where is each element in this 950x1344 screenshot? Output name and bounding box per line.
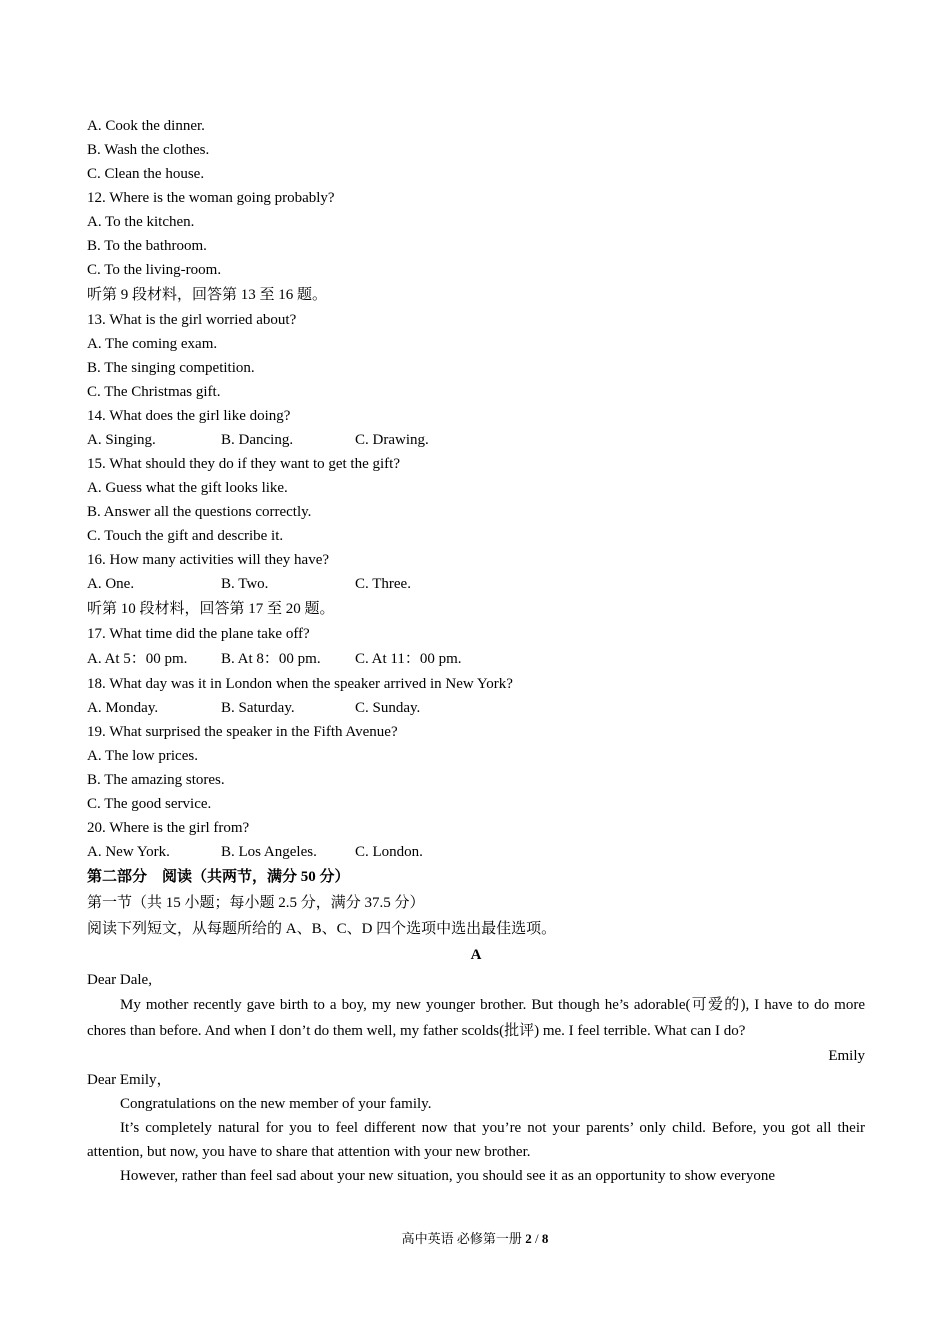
option-line: A. Guess what the gift looks like.	[87, 480, 288, 496]
option-line: C. Touch the gift and describe it.	[87, 528, 284, 544]
option-a: A. One.	[87, 576, 135, 592]
question-19: 19. What surprised the speaker in the Fifth Avenue?	[87, 724, 398, 740]
options-row	[87, 572, 865, 596]
reading-instruction: 阅读下列短文，从每题所给的 A、B、C、D 四个选项中选出最佳选项。	[87, 921, 557, 937]
passage-label: A	[470, 947, 482, 963]
option-c: C. Three.	[355, 576, 411, 592]
options-row	[87, 428, 865, 452]
option-c: C. Sunday.	[355, 700, 421, 716]
option-line: B. The singing competition.	[87, 360, 255, 376]
option-c: C. London.	[355, 844, 423, 860]
option-line: C. The Christmas gift.	[87, 384, 221, 400]
question-15: 15. What should they do if they want to get the gift?	[87, 456, 400, 472]
section1-heading: 第一节（共 15 小题；每小题 2.5 分，满分 37.5 分）	[87, 895, 425, 911]
question-20: 20. Where is the girl from?	[87, 820, 250, 836]
letter2-greeting: Dear Emily，	[87, 1072, 172, 1088]
option-b: B. Los Angeles.	[221, 844, 317, 860]
options-row	[87, 696, 865, 720]
option-line: B. Wash the clothes.	[87, 142, 210, 158]
option-line: C. Clean the house.	[87, 166, 205, 182]
options-row	[87, 840, 865, 864]
option-line: C. To the living-room.	[87, 262, 222, 278]
option-line: A. The coming exam.	[87, 336, 218, 352]
footer-total-pages: 8	[541, 1231, 549, 1246]
option-c: C. At 11：00 pm.	[355, 651, 462, 667]
letter2-paragraph-2: It’s completely natural for you to feel different now that you’re not your parents’ only child. Before, you got all their attention, but now, you have to share that attention with your new brother.	[87, 1120, 865, 1160]
footer-page-number: 2	[525, 1231, 532, 1246]
question-12: 12. Where is the woman going probably?	[87, 190, 335, 206]
option-a: A. Monday.	[87, 700, 159, 716]
question-17: 17. What time did the plane take off?	[87, 626, 310, 642]
document-page	[87, 114, 865, 1188]
option-a: A. New York.	[87, 844, 170, 860]
option-line: A. The low prices.	[87, 748, 198, 764]
letter1-greeting: Dear Dale,	[87, 972, 152, 988]
option-line: A. Cook the dinner.	[87, 118, 205, 134]
question-14: 14. What does the girl like doing?	[87, 408, 291, 424]
option-c: C. Drawing.	[355, 432, 429, 448]
question-16: 16. How many activities will they have?	[87, 552, 330, 568]
footer-separator: /	[531, 1231, 542, 1246]
option-line: C. The good service.	[87, 796, 212, 812]
option-line: B. To the bathroom.	[87, 238, 207, 254]
footer-text: 高中英语 必修第一册	[401, 1231, 526, 1246]
option-line: A. To the kitchen.	[87, 214, 195, 230]
option-line: B. The amazing stores.	[87, 772, 225, 788]
option-b: B. At 8：00 pm.	[221, 651, 321, 667]
section-10-instruction: 听第 10 段材料，回答第 17 至 20 题。	[87, 601, 335, 617]
option-b: B. Dancing.	[221, 432, 294, 448]
part2-heading: 第二部分 阅读（共两节，满分 50 分）	[87, 869, 350, 885]
letter1-body: My mother recently gave birth to a boy, my new younger brother. But though he’s adorable(可爱的), I have to do more chores than before. And when I don’t do them well, my father scolds(批评) me. I feel terrible. What can I do?	[87, 997, 865, 1039]
option-b: B. Saturday.	[221, 700, 295, 716]
question-13: 13. What is the girl worried about?	[87, 312, 297, 328]
question-18: 18. What day was it in London when the speaker arrived in New York?	[87, 676, 513, 692]
letter1-signature: Emily	[828, 1048, 865, 1064]
section-9-instruction: 听第 9 段材料，回答第 13 至 16 题。	[87, 287, 328, 303]
letter2-paragraph-3: However, rather than feel sad about your new situation, you should see it as an opportunity to show everyone	[120, 1168, 776, 1184]
option-line: B. Answer all the questions correctly.	[87, 504, 312, 520]
letter2-paragraph-1: Congratulations on the new member of your family.	[120, 1096, 432, 1112]
option-a: A. Singing.	[87, 432, 156, 448]
option-b: B. Two.	[221, 576, 269, 592]
options-row	[87, 646, 865, 672]
page-footer	[0, 1230, 950, 1248]
option-a: A. At 5：00 pm.	[87, 651, 188, 667]
